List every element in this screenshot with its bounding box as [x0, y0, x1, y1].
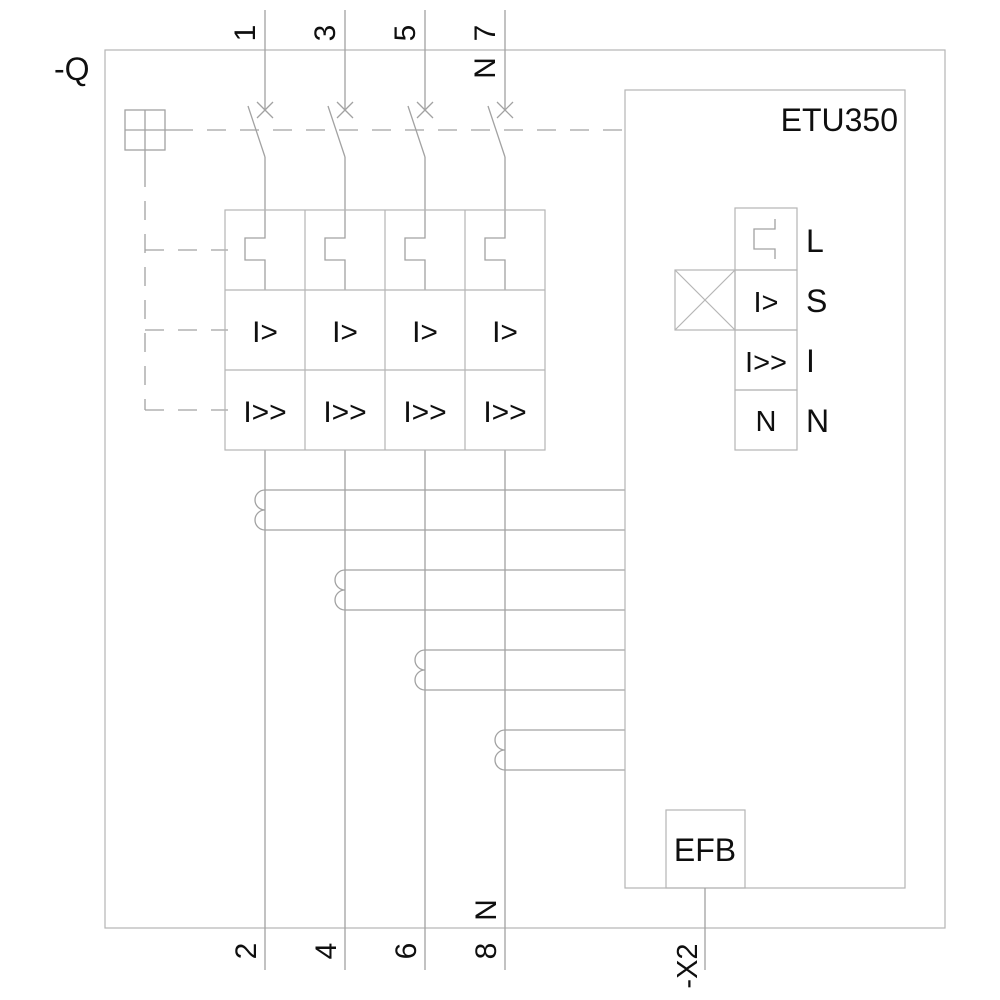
- terminal-label-top-7: 7: [469, 24, 502, 42]
- long-time-delay-curve-icon: [245, 210, 265, 290]
- long-time-delay-curve-icon: [754, 219, 775, 259]
- current-transformer-icon: [415, 650, 625, 690]
- switch-blade: [488, 106, 505, 157]
- operating-mechanism-icon: [125, 110, 174, 168]
- terminal-label-top-3: 3: [309, 24, 342, 42]
- terminal-label-top-1: 1: [229, 24, 262, 42]
- crossed-box-icon: [675, 270, 735, 330]
- etu-title: ETU350: [780, 102, 898, 138]
- terminal-label-bottom-2: 2: [230, 942, 263, 960]
- terminal-label-bottom-6: 6: [390, 942, 423, 960]
- current-transformer-icon: [255, 490, 625, 530]
- switch-blade: [408, 106, 425, 157]
- etu-instantaneous-symbol: I>>: [745, 347, 787, 379]
- etu-row-label-N: N: [806, 403, 830, 439]
- breaker-pole-1: [245, 10, 625, 970]
- terminal-label-top-5: 5: [389, 24, 422, 42]
- terminal-label-bottom-4: 4: [310, 942, 343, 960]
- etu-row-label-S: S: [806, 283, 828, 319]
- etu-neutral-symbol: N: [755, 406, 777, 438]
- terminal-label-bottom-neutral: N: [470, 899, 503, 921]
- etu-function-box-L: [735, 208, 797, 270]
- overload-symbol: I>: [492, 316, 518, 349]
- pole-trip-function-grid: [225, 210, 545, 450]
- terminal-label-bottom-8: 8: [470, 942, 503, 960]
- overload-symbol: I>: [252, 316, 278, 349]
- switch-blade: [328, 106, 345, 157]
- long-time-delay-curve-icon: [485, 210, 505, 290]
- device-designation-label: -Q: [54, 51, 90, 87]
- overload-symbol: I>: [332, 316, 358, 349]
- current-transformer-icon: [335, 570, 625, 610]
- long-time-delay-curve-icon: [405, 210, 425, 290]
- instantaneous-symbol: I>>: [323, 396, 367, 429]
- switch-blade: [248, 106, 265, 157]
- current-transformer-icon: [495, 730, 625, 770]
- secondary-connector-label: -X2: [672, 943, 704, 989]
- instantaneous-symbol: I>>: [243, 396, 287, 429]
- efb-label: EFB: [673, 832, 737, 868]
- terminal-label-top-neutral: N: [469, 57, 502, 79]
- breaker-enclosure-outline: [105, 50, 945, 928]
- long-time-delay-curve-icon: [325, 210, 345, 290]
- etu-row-label-I: I: [806, 343, 815, 379]
- instantaneous-symbol: I>>: [483, 396, 527, 429]
- etu-trip-unit-box: [625, 90, 905, 888]
- instantaneous-symbol: I>>: [403, 396, 447, 429]
- etu-short-time-symbol: I>: [753, 287, 779, 319]
- overload-symbol: I>: [412, 316, 438, 349]
- etu-row-label-L: L: [806, 223, 824, 259]
